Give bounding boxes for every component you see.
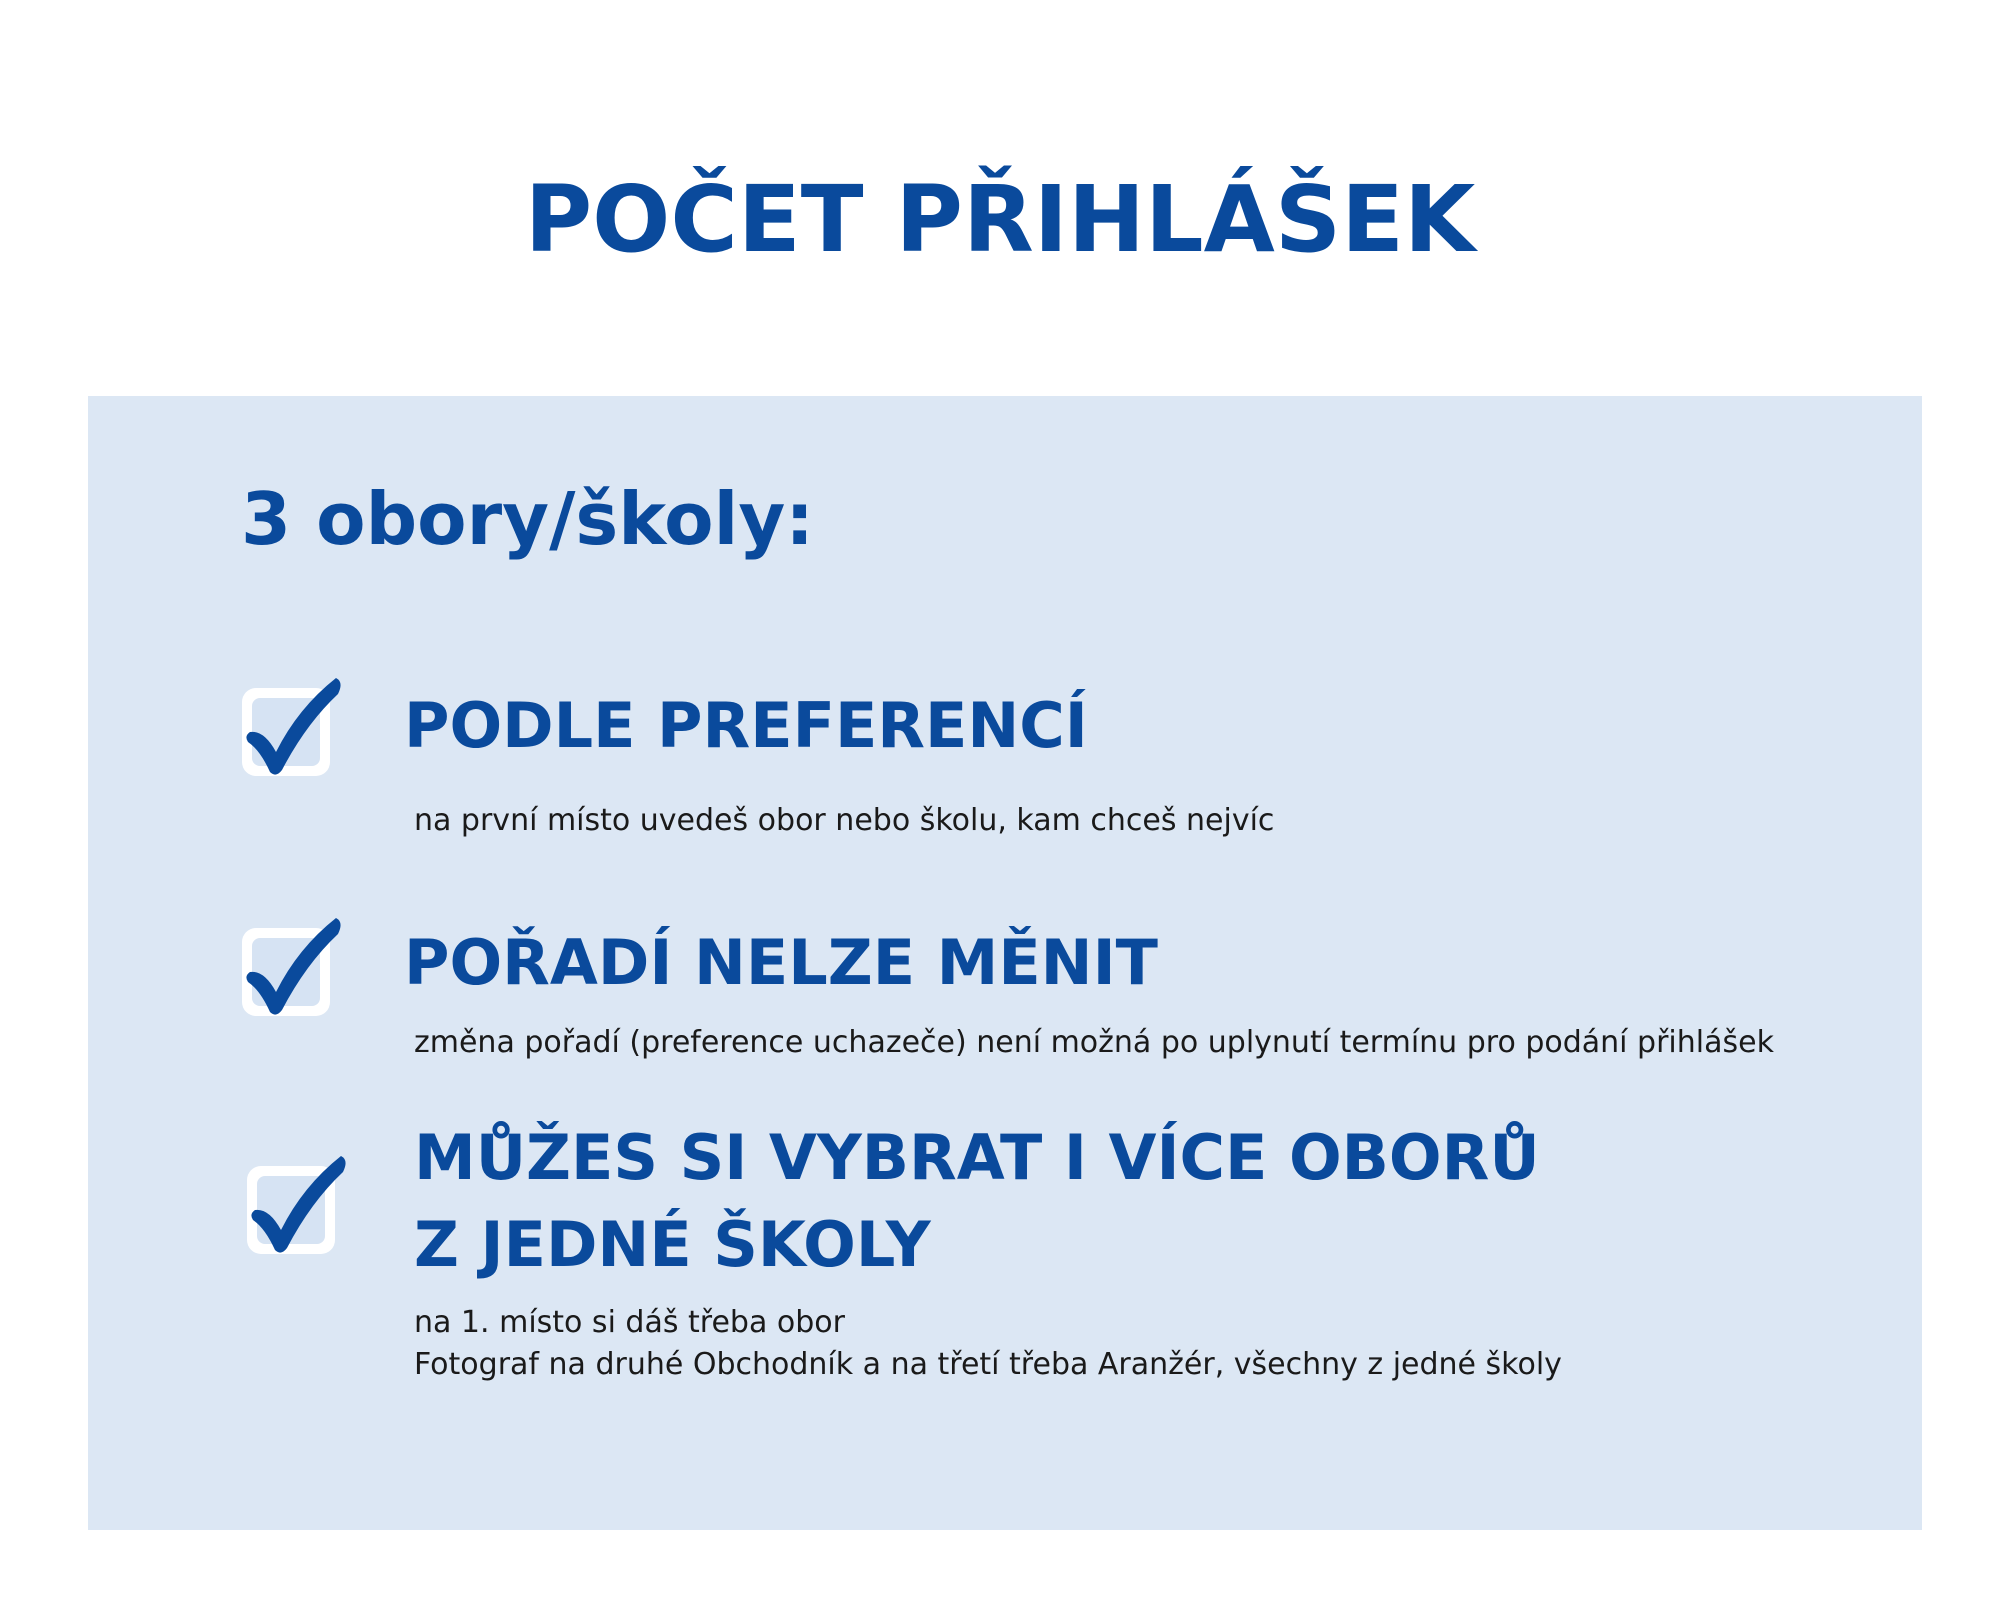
item-description: změna pořadí (preference uchazeče) není možná po uplynutí termínu pro podání přihlášek	[414, 1025, 1774, 1060]
checkbox-checked-icon	[236, 674, 346, 784]
info-panel	[88, 396, 1922, 1530]
checkbox-checked-icon	[241, 1152, 351, 1262]
page-title: POČET PŘIHLÁŠEK	[524, 166, 1476, 273]
item-heading: POŘADÍ NELZE MĚNIT	[404, 926, 1158, 999]
checkbox-checked-icon	[236, 914, 346, 1024]
item-heading-line-2: Z JEDNÉ ŠKOLY	[414, 1208, 931, 1281]
item-description-line-1: na 1. místo si dáš třeba obor	[414, 1305, 845, 1340]
item-heading-line-1: MŮŽES SI VYBRAT I VÍCE OBORŮ	[414, 1121, 1540, 1194]
item-description: na první místo uvedeš obor nebo školu, kam chceš nejvíc	[414, 803, 1275, 838]
item-description-line-2: Fotograf na druhé Obchodník a na třetí třeba Aranžér, všechny z jedné školy	[414, 1347, 1562, 1382]
item-heading: PODLE PREFERENCÍ	[404, 689, 1088, 762]
panel-subtitle: 3 obory/školy:	[241, 477, 815, 561]
